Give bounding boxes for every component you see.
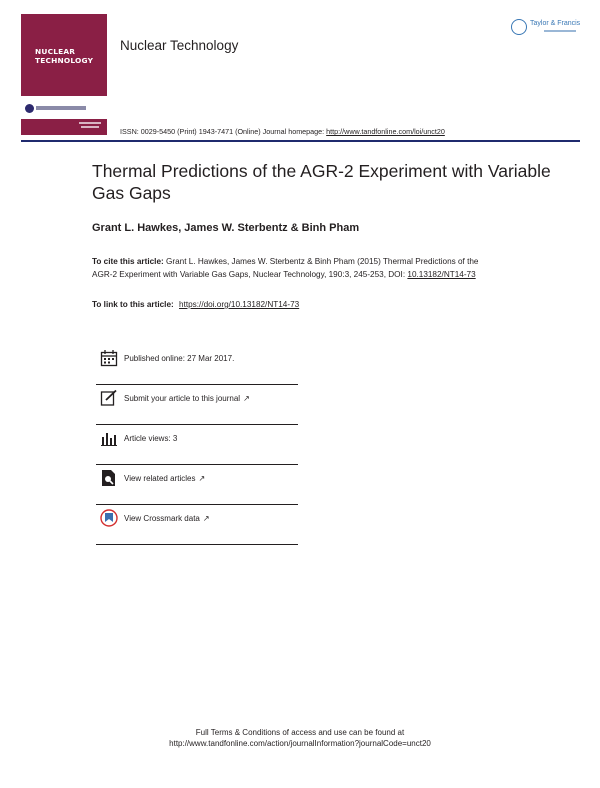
header-rule [21,140,580,142]
external-link-icon: ↗ [202,514,210,523]
views-row [96,425,298,465]
related-label-wrap [124,474,205,483]
article-authors: Grant L. Hawkes, James W. Sterbentz & Binh Pham [92,222,360,234]
published-label: Published online: 27 Mar 2017. [124,354,235,363]
publisher-logo-icon [511,19,527,35]
article-info-box [96,345,298,545]
article-link-line [92,300,299,309]
publisher-logo[interactable] [511,17,583,39]
edit-icon [100,389,118,407]
journal-name: Nuclear Technology [120,38,239,53]
external-link-icon: ↗ [198,474,206,483]
journal-cover [21,14,107,135]
related-label[interactable]: View related articles [124,474,196,483]
crossmark-row[interactable] [96,505,298,545]
journal-homepage-link[interactable]: http://www.tandfonline.com/loi/unct20 [326,127,445,136]
cover-strip-text [79,122,101,124]
publisher-logo-text: Taylor & Francis [530,20,581,27]
publisher-logo-subtext [544,30,576,32]
citation-doi-link[interactable]: 10.13182/NT14-73 [407,269,476,279]
footer-terms: Full Terms & Conditions of access and use can be found at [195,728,405,737]
related-articles-icon [100,469,118,487]
issn-line [120,127,445,136]
crossmark-label[interactable]: View Crossmark data [124,514,200,523]
article-doi-link[interactable]: https://doi.org/10.13182/NT14-73 [179,300,300,309]
crossmark-label-wrap [124,514,210,523]
society-logo-icon [25,104,34,113]
views-label: Article views: 3 [124,434,178,443]
citation-block [92,256,492,281]
related-row[interactable] [96,465,298,505]
published-row [96,345,298,385]
bar-chart-icon [100,429,118,447]
submit-label-wrap [124,394,250,403]
article-title: Thermal Predictions of the AGR-2 Experiment with Variable Gas Gaps [92,161,551,203]
submit-row[interactable] [96,385,298,425]
cover-title-line2: TECHNOLOGY [35,56,94,65]
external-link-icon: ↗ [243,394,250,403]
citation-text: Grant L. Hawkes, James W. Sterbentz & Binh Pham (2015) Thermal Predictions of the AGR-2 Experiment with Variable Gas Gaps, Nuclear Technology, 190:3, 245-253, DOI: [92,257,479,279]
link-label: To link to this article: [92,300,174,309]
calendar-icon [100,349,118,367]
issn-text: ISSN: 0029-5450 (Print) 1943-7471 (Online) Journal homepage: [120,127,325,136]
citation-label: To cite this article: [92,257,164,266]
society-logo-text [36,106,86,110]
footer [0,727,600,749]
footer-terms-url[interactable]: http://www.tandfonline.com/action/journalInformation?journalCode=unct20 [169,739,431,748]
cover-title-line1: NUCLEAR [35,47,76,56]
cover-title [35,47,93,65]
cover-strip-text [81,126,99,128]
submit-label[interactable]: Submit your article to this journal [124,394,241,403]
crossmark-icon [100,509,118,527]
